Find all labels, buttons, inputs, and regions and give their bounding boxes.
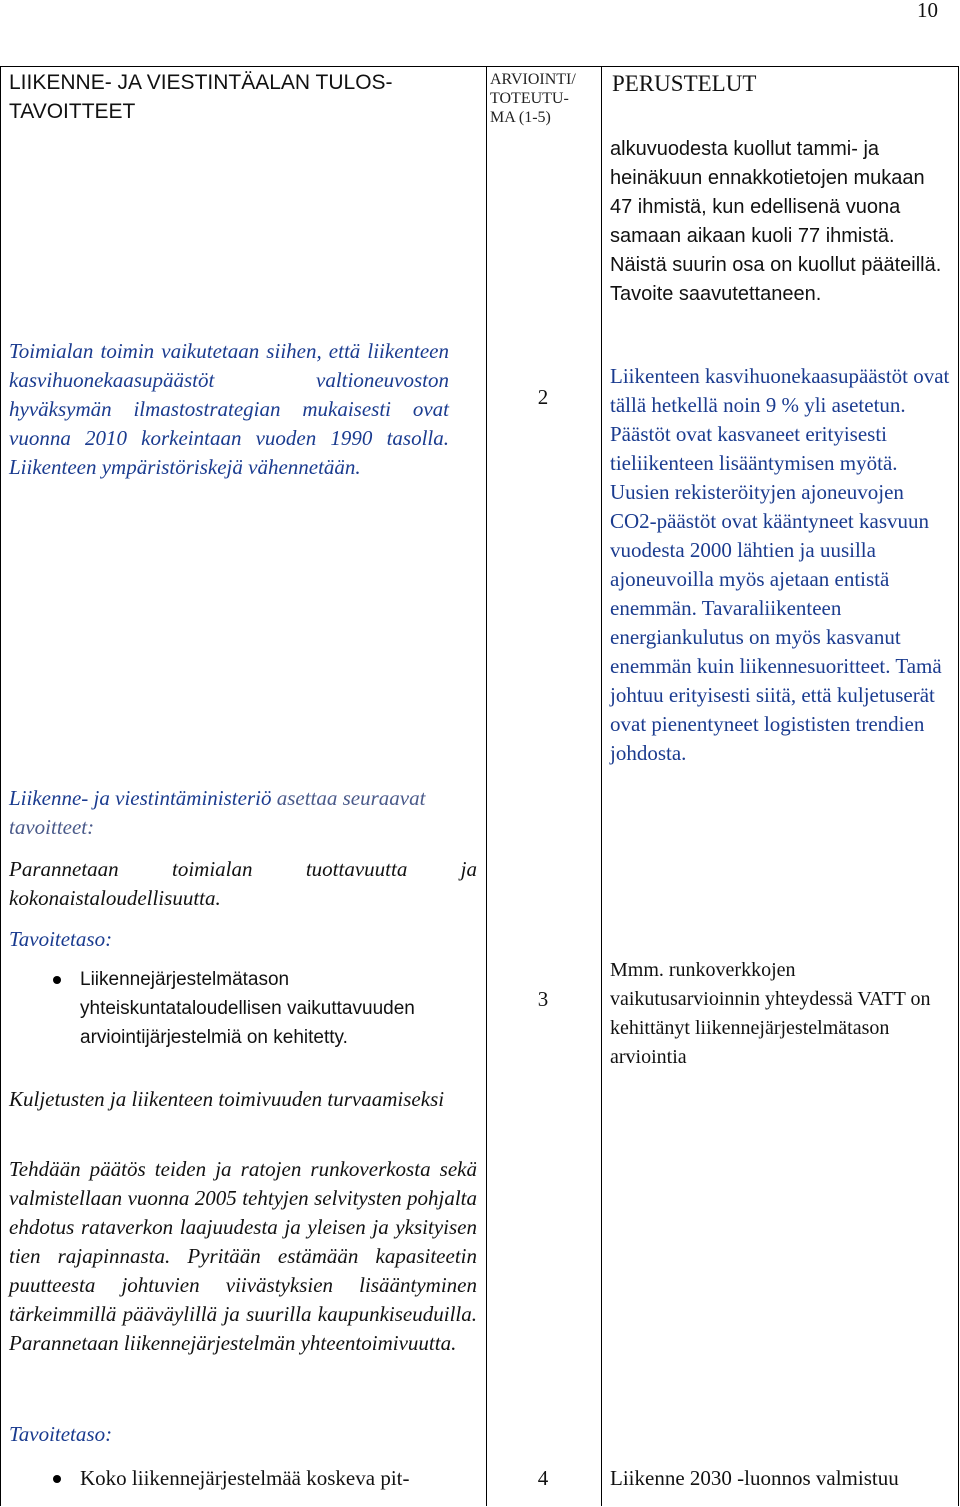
rationale-vatt: Mmm. runkoverkkojen vaikutusarvioinnin yhteydessä VATT on kehittänyt liikennejärjestelmätason arviointia bbox=[610, 959, 931, 1068]
score-emissions: 2 bbox=[537, 385, 549, 409]
table-border-left bbox=[0, 66, 1, 1506]
bullet-icon bbox=[53, 976, 61, 984]
target-list-2 bbox=[9, 1464, 479, 1493]
page-number: 10 bbox=[917, 0, 938, 22]
score-vatt: 3 bbox=[537, 987, 549, 1011]
ministry-statement bbox=[9, 784, 459, 842]
target-list-2-text: Koko liikennejärjestelmää koskeva pit- bbox=[80, 1466, 410, 1490]
target-list-1-text: Liikennejärjestelmätason yhteiskuntataloudellisen vaikuttavuuden arviointijärjestelmiä on kehitetty. bbox=[80, 969, 415, 1048]
ministry-statement-suffix: asettaa seuraavat tavoitteet: bbox=[9, 786, 426, 839]
target-level-label-1: Tavoitetaso: bbox=[9, 927, 113, 951]
column-header-goals: LIIKENNE- JA VIESTINTÄALAN TULOS-TAVOITTEET bbox=[9, 71, 393, 123]
bullet-icon bbox=[53, 1475, 61, 1483]
score-network: 4 bbox=[537, 1466, 549, 1490]
column-header-rating: ARVIOINTI/ TOTEUTU-MA (1-5) bbox=[490, 71, 576, 126]
target-list-1 bbox=[9, 965, 479, 1052]
goal-productivity: Parannetaan toimialan tuottavuutta ja kokonaistaloudellisuutta. bbox=[9, 857, 477, 910]
goal-climate: Toimialan toimin vaikutetaan siihen, että liikenteen kasvihuonekaasupäästöt valtioneuvoston hyväksymän ilmastostrategian mukaisesti ovat vuonna 2010 korkeintaan vuoden 1990 tasolla. Liikenteen ympäristöriskejä vähennetään. bbox=[9, 339, 449, 479]
list-item bbox=[9, 965, 479, 1052]
list-item bbox=[9, 1464, 479, 1493]
goal-network: Tehdään päätös teiden ja ratojen runkoverkosta sekä valmistellaan vuonna 2005 tehtyjen selvitysten pohjalta ehdotus rataverkon laajuudesta ja yleisen ja yksityisen tien rajapinnasta. Pyritään estämään kapasiteetin puutteesta johtuvien viivästyksien lisääntyminen tärkeimmillä pääväylillä ja suurilla kaupunkiseuduilla. Parannetaan liikennejärjestelmän yhteentoimivuutta. bbox=[9, 1157, 477, 1355]
rationale-road-deaths: alkuvuodesta kuollut tammi- ja heinäkuun ennakkotietojen mukaan 47 ihmistä, kun edellisenä vuona samaan aikaan kuoli 77 ihmistä. Näistä suurin osa on kuollut pääteillä. Tavoite saavutettaneen. bbox=[610, 138, 942, 305]
rationale-liikenne2030: Liikenne 2030 -luonnos valmistuu bbox=[610, 1466, 899, 1490]
ministry-name: Liikenne- ja viestintäministeriö bbox=[9, 786, 272, 810]
section-heading-transport: Kuljetusten ja liikenteen toimivuuden turvaamiseksi bbox=[9, 1087, 445, 1111]
table-border-right bbox=[958, 66, 959, 1506]
rationale-emissions bbox=[610, 362, 950, 768]
column-header-rationale: PERUSTELUT bbox=[612, 71, 757, 96]
target-level-label-2: Tavoitetaso: bbox=[9, 1422, 113, 1446]
column-divider-1 bbox=[486, 66, 487, 1506]
rationale-emissions-text: Liikenteen kasvihuonekaasupäästöt ovat tällä hetkellä noin 9 % yli asetetun. Päästöt ovat kasvaneet erityisesti tieliikenteen lisääntymisen myötä. Uusien rekisteröityjen ajoneuvojen CO2-päästöt ovat kääntyneet kasvuun vuodesta 2000 lähtien ja uusilla ajoneuvoilla myös ajetaan entistä enemmän. Tavaraliikenteen energiankulutus on myös kasvanut enemmän kuin liikennesuoritteet. Tamä johtuu erityisesti siitä, että kuljetuserät ovat pienentyneet logististen trendien johdosta. bbox=[610, 364, 950, 765]
column-divider-2 bbox=[601, 66, 602, 1506]
